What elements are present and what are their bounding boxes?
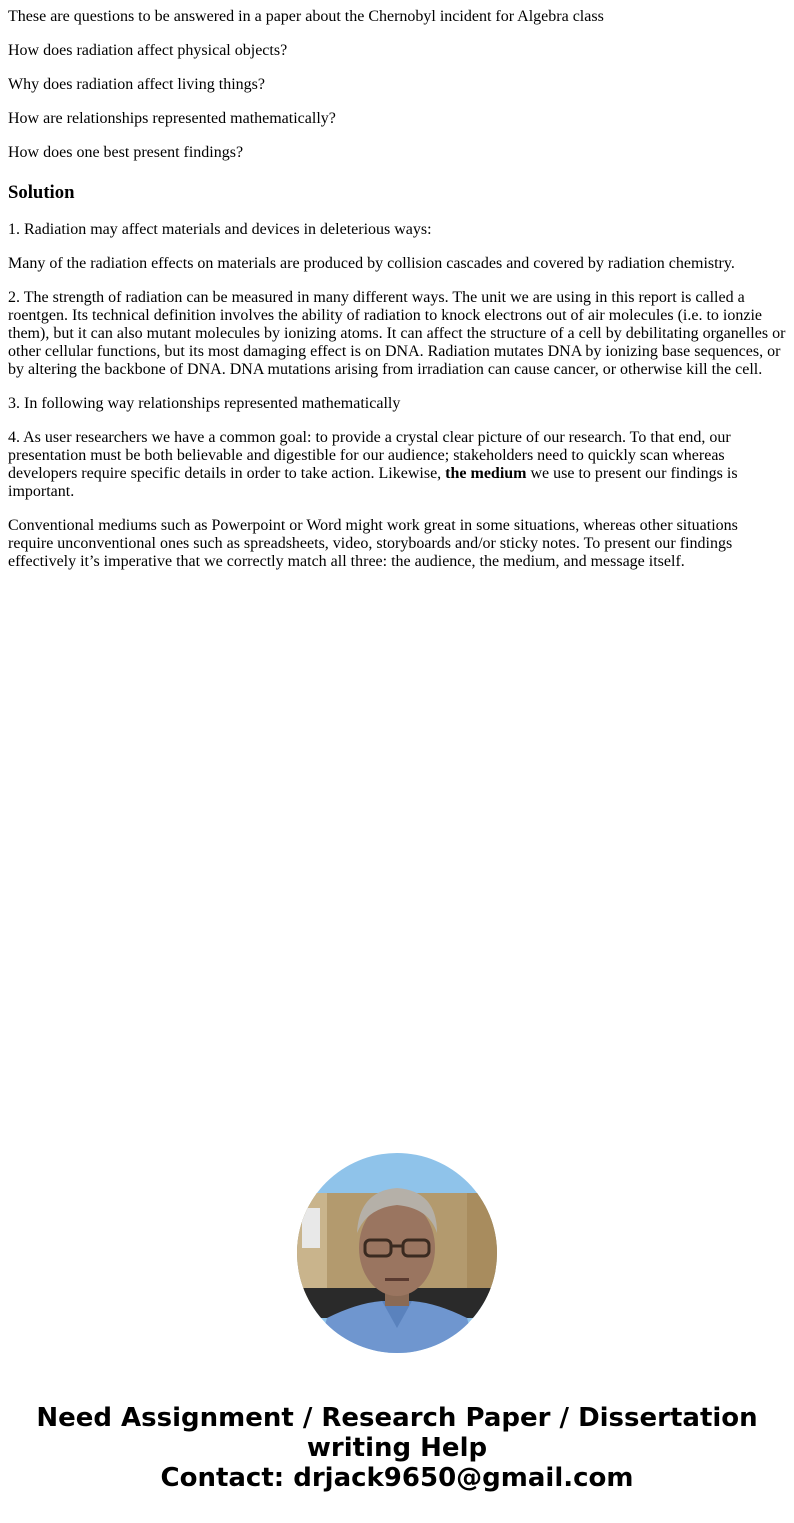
banner-line: writing Help [306, 1433, 488, 1463]
emphasis-text: the medium [445, 465, 527, 482]
solution-paragraph: Many of the radiation effects on materials are produced by collision cascades and covered by radiation chemistry. [8, 255, 735, 272]
contact-email: Contact: drjack9650@gmail.com [160, 1463, 634, 1493]
solution-paragraph [8, 429, 786, 501]
solution-paragraph: Conventional mediums such as Powerpoint or Word might work great in some situations, whereas other situations require unconventional ones such as spreadsheets, video, storyboards and/or sticky notes. To present our findings effectively it’s imperative that we correctly match all three: the audience, the medium, and message itself. [8, 517, 738, 570]
banner-line: Need Assignment / Research Paper / Dissertation [36, 1403, 758, 1433]
question-item: How are relationships represented mathematically? [8, 110, 336, 127]
avatar [297, 1153, 497, 1353]
question-item: How does radiation affect physical objects? [8, 42, 288, 59]
solution-heading: Solution [8, 182, 75, 203]
text-span: 4. As user researchers we have a common goal: to provide a crystal clear picture of our research. To that end, our presentation must be both believable and digestible for our audience; stakeholders need to quickly scan whereas developers require specific details in order to take action. Likewise, [8, 429, 731, 482]
contact-banner [0, 1403, 794, 1493]
solution-paragraph: 1. Radiation may affect materials and devices in deleterious ways: [8, 221, 432, 238]
solution-paragraph: 3. In following way relationships represented mathematically [8, 395, 401, 412]
tutor-portrait-icon [297, 1153, 497, 1353]
document-body [0, 0, 794, 571]
question-intro: These are questions to be answered in a paper about the Chernobyl incident for Algebra class [8, 8, 604, 25]
text-span: we use to present our findings is important. [8, 465, 738, 500]
solution-paragraph: 2. The strength of radiation can be measured in many different ways. The unit we are using in this report is called a roentgen. Its technical definition involves the ability of radiation to knock electrons out of air molecules (i.e. to ionzie them), but it can also mutant molecules by ionizing atoms. It can affect the structure of a cell by debilitating organelles or other cellular functions, but its most damaging effect is on DNA. Radiation mutates DNA by ionizing base sequences, or by altering the backbone of DNA. DNA mutations arising from irradiation can cause cancer, or otherwise kill the cell. [8, 289, 786, 378]
question-item: Why does radiation affect living things? [8, 76, 265, 93]
question-item: How does one best present findings? [8, 144, 244, 161]
